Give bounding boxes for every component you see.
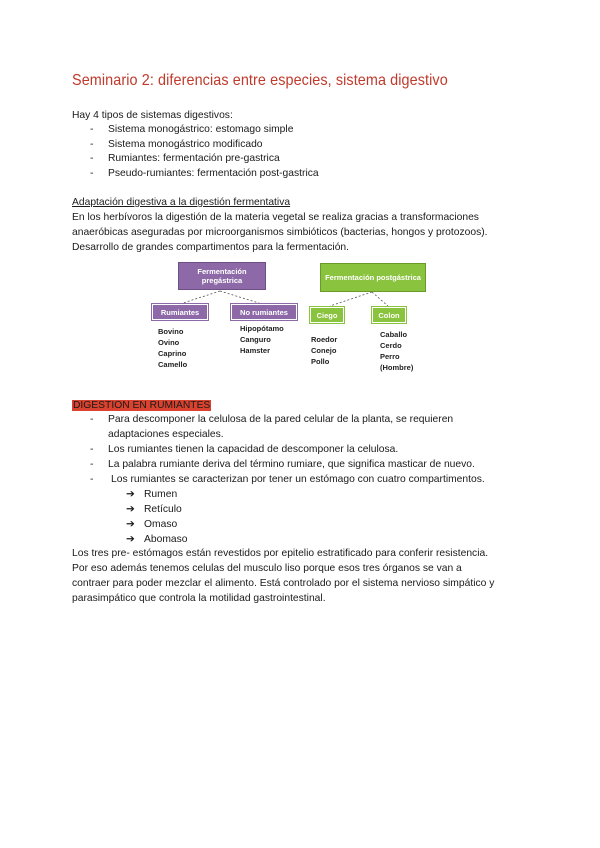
postgastric-box: Fermentación postgástrica: [320, 263, 426, 292]
bullet-dash: -: [90, 139, 94, 150]
arrow-icon: ➔: [126, 534, 135, 545]
paragraph-line: Por eso además tenemos celulas del musculo liso porque esos tres órganos se van a: [72, 563, 462, 574]
bullet-dash: -: [90, 474, 94, 485]
non-ruminants-box: No rumiantes: [231, 304, 297, 320]
list-item: La palabra rumiante deriva del término rumiare, que significa masticar de nuevo.: [108, 459, 475, 470]
compartment-item: Omaso: [144, 519, 178, 530]
bullet-dash: -: [90, 414, 94, 425]
compartment-item: Abomaso: [144, 534, 188, 545]
list-item: Para descomponer la celulosa de la pared celular de la planta, se requieren: [108, 414, 454, 425]
paragraph-line: Los tres pre- estómagos están revestidos por epitelio estratificado para conferir resistencia.: [72, 548, 489, 559]
bullet-dash: -: [90, 153, 94, 164]
list-item: Los rumiantes se caracterizan por tener un estómago con cuatro compartimentos.: [111, 474, 485, 485]
colon-box: Colon: [372, 307, 406, 323]
section-heading-adaptation: Adaptación digestiva a la digestión fermentativa: [72, 197, 291, 208]
list-item: Sistema monogástrico modificado: [108, 139, 263, 150]
page-title: Seminario 2: diferencias entre especies, sistema digestivo: [72, 72, 448, 89]
bullet-dash: -: [90, 459, 94, 470]
bullet-dash: -: [90, 444, 94, 455]
ruminants-box: Rumiantes: [152, 304, 208, 320]
ciego-box: Ciego: [310, 307, 344, 323]
list-item: Pseudo-rumiantes: fermentación post-gastrica: [108, 168, 319, 179]
arrow-icon: ➔: [126, 504, 135, 515]
ciego-animals: Roedor Conejo Pollo: [311, 335, 338, 366]
paragraph-line: parasimpático que controla la motilidad gastrointestinal.: [72, 593, 326, 604]
list-item-continuation: adaptaciones especiales.: [108, 429, 224, 440]
compartment-item: Retículo: [144, 504, 182, 515]
bullet-dash: -: [90, 124, 94, 135]
paragraph-line: En los herbívoros la digestión de la materia vegetal se realiza gracias a transformaciones: [72, 212, 479, 223]
list-item: Rumiantes: fermentación pre-gastrica: [108, 153, 280, 164]
ruminants-animals: Bovino Ovino Caprino Camello: [158, 327, 188, 369]
paragraph-line: anaeróbicas aseguradas por microorganismos simbióticos (bacterias, hongos y protozoos).: [72, 227, 488, 238]
highlighted-heading: DIGESTION EN RUMIANTES: [73, 400, 211, 411]
compartment-item: Rumen: [144, 489, 178, 500]
colon-animals: Caballo Cerdo Perro (Hombre): [380, 330, 414, 372]
bullet-dash: -: [90, 168, 94, 179]
arrow-icon: ➔: [126, 489, 135, 500]
paragraph-line: Desarrollo de grandes compartimentos para la fermentación.: [72, 242, 350, 253]
non-ruminants-animals: Hipopótamo Canguro Hamster: [240, 324, 284, 355]
list-item: Sistema monogástrico: estomago simple: [108, 124, 294, 135]
list-item: Los rumiantes tienen la capacidad de descomponer la celulosa.: [108, 444, 399, 455]
section-heading-ruminants: [72, 399, 211, 413]
arrow-icon: ➔: [126, 519, 135, 530]
pregastric-box: Fermentación pregástrica: [178, 262, 266, 290]
paragraph-line: contraer para poder mezclar el alimento. Está controlado por el sistema nervioso simpático y: [72, 578, 495, 589]
intro-text: Hay 4 tipos de sistemas digestivos:: [72, 110, 233, 121]
